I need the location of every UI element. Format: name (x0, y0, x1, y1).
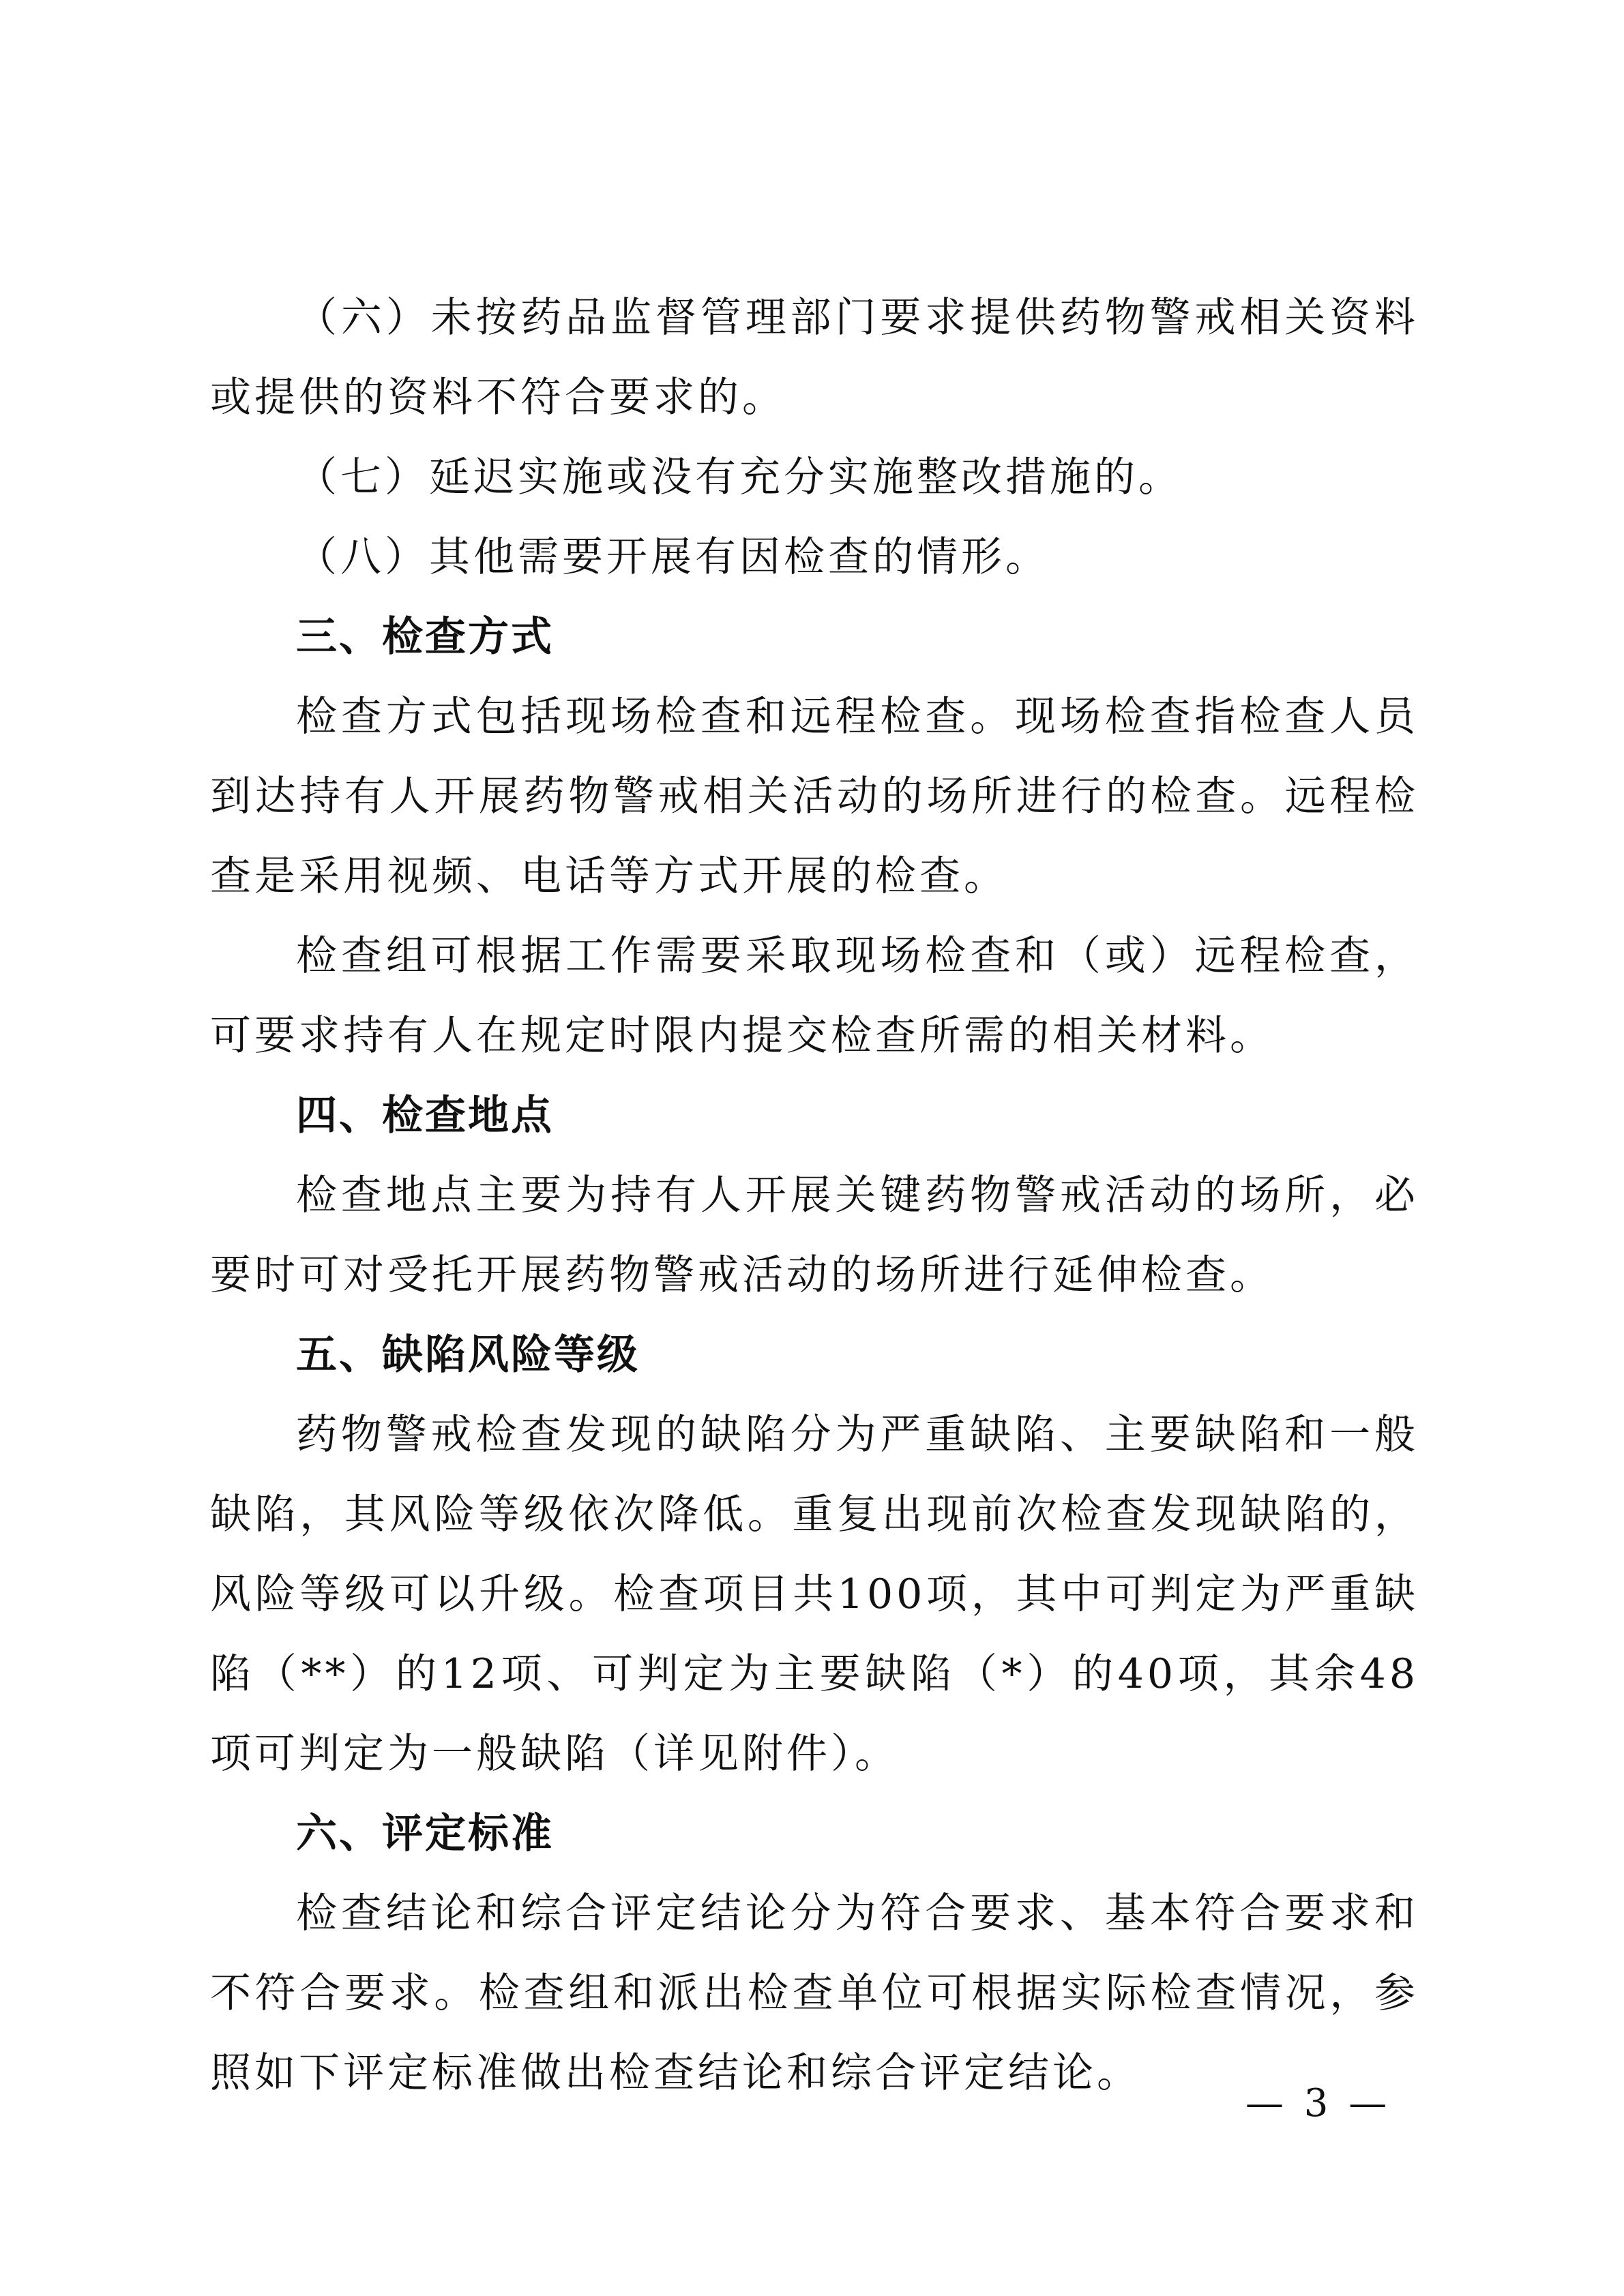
section-3-heading: 三、检查方式 (296, 613, 554, 661)
section-3-para-2: 检查组可根据工作需要采取现场检查和（或）远程检查，可要求持有人在规定时限内提交检查所需的相关材料。 (210, 932, 1419, 1060)
section-6-heading: 六、评定标准 (296, 1810, 554, 1858)
section-5-para-1: 药物警戒检查发现的缺陷分为严重缺陷、主要缺陷和一般缺陷，其风险等级依次降低。重复出现前次检查发现缺陷的，风险等级可以升级。检查项目共100项，其中可判定为严重缺陷（**）的12项、可判定为主要缺陷（*）的40项，其余48项可判定为一般缺陷（详见附件）。 (210, 1411, 1419, 1778)
section-4-heading: 四、检查地点 (296, 1092, 554, 1139)
document-body (210, 278, 1419, 2113)
clause-7: （七）延迟实施或没有充分实施整改措施的。 (296, 453, 1183, 501)
clause-8: （八）其他需要开展有因检查的情形。 (296, 533, 1050, 581)
section-4-para-1: 检查地点主要为持有人开展关键药物警戒活动的场所，必要时可对受托开展药物警戒活动的场所进行延伸检查。 (210, 1172, 1419, 1299)
page-number: — 3 — (1245, 2081, 1391, 2126)
section-3-para-1: 检查方式包括现场检查和远程检查。现场检查指检查人员到达持有人开展药物警戒相关活动的场所进行的检查。远程检查是采用视频、电话等方式开展的检查。 (210, 693, 1419, 900)
section-5-heading: 五、缺陷风险等级 (296, 1331, 640, 1379)
clause-6: （六）未按药品监督管理部门要求提供药物警戒相关资料或提供的资料不符合要求的。 (210, 294, 1419, 421)
section-6-para-1: 检查结论和综合评定结论分为符合要求、基本符合要求和不符合要求。检查组和派出检查单位可根据实际检查情况，参照如下评定标准做出检查结论和综合评定结论。 (210, 1890, 1419, 2097)
